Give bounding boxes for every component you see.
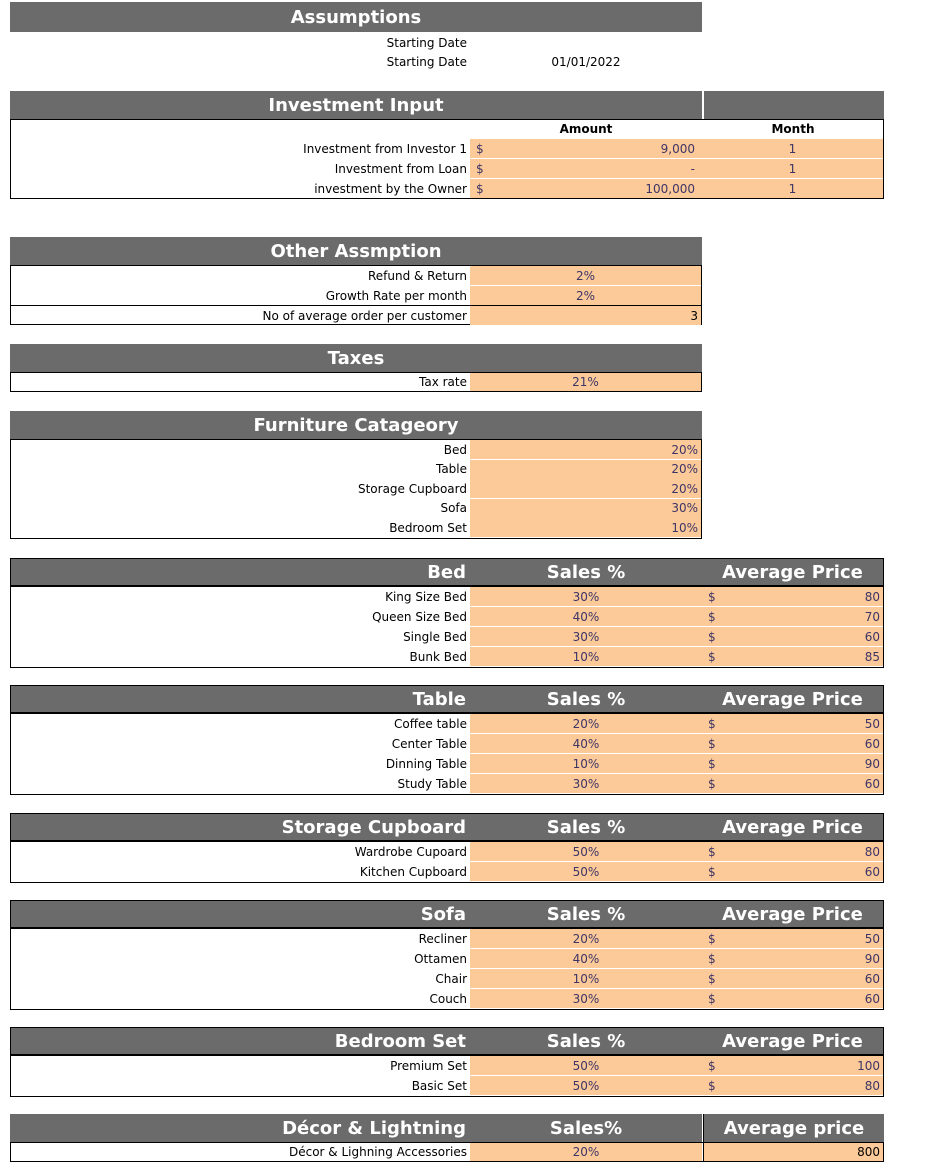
currency-symbol: $ <box>470 159 702 178</box>
starting-date-value[interactable]: 01/01/2022 <box>551 54 621 69</box>
furniture-row-label: Storage Cupboard <box>357 481 467 496</box>
other-row-value[interactable]: 2% <box>470 286 701 305</box>
currency-symbol: $ <box>470 179 702 198</box>
investment-row-month[interactable]: 1 <box>702 159 883 178</box>
other-row-value[interactable]: 2% <box>470 266 701 285</box>
furniture-row-label: Table <box>435 462 467 477</box>
decor-row-price[interactable]: 800 <box>703 1143 883 1161</box>
currency-symbol: $ <box>702 714 883 733</box>
decor-col-price: Average price <box>723 1117 865 1139</box>
decor-row-label: Décor & Lighning Accessories <box>288 1145 467 1159</box>
section-row-price[interactable]: 70 <box>864 609 880 624</box>
section-row-price[interactable]: 80 <box>864 589 880 604</box>
currency-symbol: $ <box>702 1056 883 1075</box>
section-row-price[interactable]: 90 <box>864 756 880 771</box>
currency-symbol: $ <box>702 734 883 753</box>
investment-col-amount: Amount <box>559 122 613 136</box>
section-col-price: Average Price <box>702 686 883 712</box>
decor-title: Décor & Lightning <box>282 1117 466 1139</box>
section-col-sales: Sales % <box>470 686 702 712</box>
decor-header <box>10 1114 470 1142</box>
section-row-label: Center Table <box>391 736 467 751</box>
other-row-label: Refund & Return <box>367 268 467 283</box>
section-col-price: Average Price <box>702 901 883 927</box>
section-row-sales[interactable]: 40% <box>470 949 702 968</box>
section-row-label: Couch <box>429 991 467 1006</box>
currency-symbol: $ <box>702 627 883 646</box>
section-row-label: Basic Set <box>411 1078 467 1093</box>
assumptions-title: Assumptions <box>290 6 422 28</box>
section-row-label: King Size Bed <box>385 589 467 604</box>
starting-date-label-1: Starting Date <box>386 35 467 50</box>
currency-symbol: $ <box>702 929 883 948</box>
section-title: Bedroom Set <box>11 1028 470 1054</box>
section-title: Bed <box>11 559 470 585</box>
furniture-row-label: Sofa <box>440 501 467 516</box>
section-row-price[interactable]: 80 <box>864 844 880 859</box>
section-col-sales: Sales % <box>470 814 702 840</box>
section-row-label: Bunk Bed <box>409 649 467 664</box>
decor-col-sales-header <box>470 1114 702 1142</box>
assumptions-header <box>10 2 702 32</box>
section-row-price[interactable]: 50 <box>864 931 880 946</box>
currency-symbol: $ <box>702 1076 883 1095</box>
section-row-sales[interactable]: 50% <box>470 1076 702 1095</box>
investment-row-amount[interactable]: 9,000 <box>660 141 695 156</box>
section-title: Storage Cupboard <box>11 814 470 840</box>
section-row-label: Study Table <box>397 776 467 791</box>
starting-date-label-2: Starting Date <box>386 54 467 69</box>
section-row-sales[interactable]: 30% <box>470 774 702 793</box>
investment-row-amount[interactable]: 100,000 <box>645 181 695 196</box>
section-row-label: Ottamen <box>414 951 467 966</box>
section-row-price[interactable]: 60 <box>864 736 880 751</box>
section-col-price: Average Price <box>702 814 883 840</box>
section-row-sales[interactable]: 40% <box>470 607 702 626</box>
investment-row-label: Investment from Loan <box>334 161 467 176</box>
section-row-price[interactable]: 100 <box>857 1058 880 1073</box>
section-col-price: Average Price <box>702 559 883 585</box>
other-header <box>10 237 702 265</box>
currency-symbol: $ <box>702 969 883 988</box>
currency-symbol: $ <box>702 862 883 881</box>
currency-symbol: $ <box>702 989 883 1008</box>
section-row-sales[interactable]: 40% <box>470 734 702 753</box>
section-col-sales: Sales % <box>470 1028 702 1054</box>
section-row-price[interactable]: 50 <box>864 716 880 731</box>
section-row-label: Dinning Table <box>385 756 467 771</box>
currency-symbol: $ <box>702 647 883 666</box>
section-row-sales[interactable]: 30% <box>470 627 702 646</box>
furniture-header <box>10 411 702 439</box>
furniture-row-label: Bed <box>443 442 467 457</box>
other-title: Other Assmption <box>270 240 442 262</box>
currency-symbol: $ <box>702 607 883 626</box>
section-title: Sofa <box>11 901 470 927</box>
currency-symbol: $ <box>702 587 883 606</box>
furniture-row-value[interactable]: 10% <box>470 518 701 537</box>
section-row-sales[interactable]: 20% <box>470 714 702 733</box>
section-row-price[interactable]: 60 <box>864 971 880 986</box>
furniture-title: Furniture Catageory <box>253 414 459 436</box>
section-row-sales[interactable]: 50% <box>470 842 702 861</box>
tax-rate-value[interactable]: 21% <box>470 373 701 391</box>
other-row-value[interactable]: 3 <box>470 306 701 325</box>
currency-symbol: $ <box>470 139 702 158</box>
section-row-label: Kitchen Cupboard <box>359 864 467 879</box>
section-row-sales[interactable]: 10% <box>470 754 702 773</box>
section-row-price[interactable]: 60 <box>864 776 880 791</box>
section-row-sales[interactable]: 50% <box>470 1056 702 1075</box>
section-row-label: Chair <box>435 971 467 986</box>
currency-symbol: $ <box>702 774 883 793</box>
section-row-price[interactable]: 90 <box>864 951 880 966</box>
investment-row-amount[interactable]: - <box>690 161 695 176</box>
section-col-price: Average Price <box>702 1028 883 1054</box>
section-col-sales: Sales % <box>470 901 702 927</box>
section-row-label: Coffee table <box>394 716 467 731</box>
investment-header-extension <box>704 91 884 119</box>
section-row-sales[interactable]: 30% <box>470 989 702 1008</box>
decor-col-price-header <box>703 1114 884 1142</box>
section-row-sales[interactable]: 10% <box>470 969 702 988</box>
section-row-price[interactable]: 60 <box>864 629 880 644</box>
furniture-row-value[interactable]: 20% <box>470 479 701 498</box>
currency-symbol: $ <box>702 949 883 968</box>
taxes-title: Taxes <box>327 347 385 369</box>
other-row-label: No of average order per customer <box>262 308 467 323</box>
furniture-row-label: Bedroom Set <box>389 520 467 535</box>
other-row-label: Growth Rate per month <box>325 288 467 303</box>
investment-col-month: Month <box>771 122 815 136</box>
tax-rate-label: Tax rate <box>419 375 467 389</box>
investment-row-label: investment by the Owner <box>314 181 467 196</box>
investment-title: Investment Input <box>268 94 444 116</box>
section-col-sales: Sales % <box>470 559 702 585</box>
section-row-price[interactable]: 60 <box>864 991 880 1006</box>
investment-row-month[interactable]: 1 <box>702 139 883 158</box>
currency-symbol: $ <box>702 754 883 773</box>
section-row-price[interactable]: 80 <box>864 1078 880 1093</box>
furniture-row-value[interactable]: 20% <box>470 440 701 459</box>
section-row-label: Wardrobe Cupoard <box>354 844 467 859</box>
section-row-price[interactable]: 85 <box>864 649 880 664</box>
section-row-price[interactable]: 60 <box>864 864 880 879</box>
decor-col-sales: Sales% <box>549 1117 623 1139</box>
section-row-sales[interactable]: 20% <box>470 929 702 948</box>
section-row-label: Premium Set <box>390 1058 467 1073</box>
investment-header <box>10 91 702 119</box>
section-row-label: Single Bed <box>403 629 467 644</box>
section-row-sales[interactable]: 50% <box>470 862 702 881</box>
investment-row-label: Investment from Investor 1 <box>303 141 467 156</box>
currency-symbol: $ <box>702 842 883 861</box>
section-row-label: Queen Size Bed <box>372 609 467 624</box>
section-title: Table <box>11 686 470 712</box>
furniture-row-value[interactable]: 20% <box>470 460 701 479</box>
section-row-label: Recliner <box>418 931 467 946</box>
section-row-sales[interactable]: 30% <box>470 587 702 606</box>
taxes-header <box>10 344 702 372</box>
furniture-row-value[interactable]: 30% <box>470 499 701 518</box>
decor-row-sales[interactable]: 20% <box>470 1143 702 1161</box>
section-row-sales[interactable]: 10% <box>470 647 702 666</box>
investment-row-month[interactable]: 1 <box>702 179 883 198</box>
